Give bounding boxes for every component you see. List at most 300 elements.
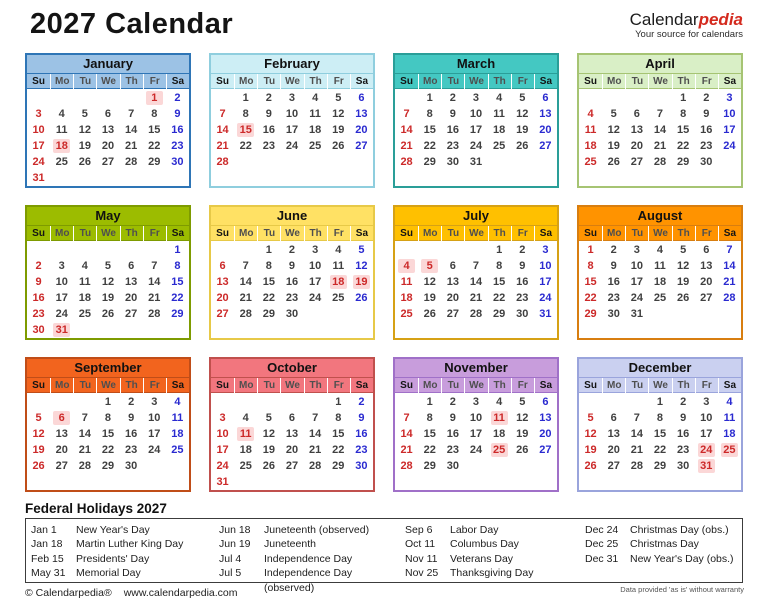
date-number: 6 (288, 412, 296, 425)
date-cell (327, 139, 350, 155)
date-number: 19 (332, 124, 345, 137)
date-cell (534, 107, 557, 123)
date-number: 29 (493, 308, 506, 321)
date-number: 3 (726, 92, 733, 104)
date-cell (96, 427, 119, 443)
date-number: 18 (400, 292, 413, 305)
date-cell (27, 243, 50, 259)
date-number: 14 (148, 276, 161, 289)
date-cell (695, 91, 718, 107)
dates-grid (395, 89, 557, 186)
date-number: 21 (469, 292, 483, 305)
date-number: 16 (355, 428, 368, 441)
holiday-date-label: Feb 15 (31, 552, 64, 565)
date-cell (695, 427, 718, 443)
date-cell (579, 139, 602, 155)
date-cell (464, 275, 487, 291)
date-number: 23 (700, 140, 713, 153)
date-cell (625, 155, 648, 171)
date-number: 10 (630, 260, 643, 273)
weekday-label: Su (32, 380, 45, 391)
date-number: 7 (151, 260, 158, 273)
date-cell (27, 411, 50, 427)
date-number: 3 (288, 92, 296, 104)
date-number: 21 (653, 140, 667, 153)
weekday-label: Su (216, 76, 229, 87)
weekday-label: Sa (534, 226, 557, 241)
date-number: 16 (125, 428, 138, 441)
date-cell (648, 243, 671, 259)
date-cell (625, 411, 648, 427)
date-cell (257, 123, 280, 139)
date-number: 17 (32, 140, 45, 153)
date-cell (579, 443, 602, 459)
date-cell (120, 139, 143, 155)
date-cell (280, 307, 303, 323)
date-cell (350, 395, 373, 411)
date-number: 22 (423, 140, 436, 153)
date-number: 4 (726, 396, 733, 408)
date-cell (464, 395, 487, 411)
date-number: 2 (680, 396, 687, 408)
date-number: 30 (700, 156, 713, 169)
date-cell (648, 443, 671, 459)
holiday-name-label: New Year's Day (obs.) (630, 552, 734, 565)
date-cell (211, 395, 234, 411)
month-title: February (211, 55, 373, 73)
date-cell (464, 91, 487, 107)
weekday-label: Tu (441, 74, 464, 89)
date-cell (648, 139, 671, 155)
date-cell (672, 443, 695, 459)
date-cell (234, 139, 257, 155)
date-number: 26 (101, 308, 115, 321)
date-cell (27, 91, 50, 107)
date-cell (280, 107, 303, 123)
date-number: 25 (493, 140, 506, 153)
date-cell (718, 459, 741, 475)
date-number: 24 (216, 460, 229, 473)
date-cell (350, 475, 373, 491)
date-cell (257, 155, 280, 171)
date-cell (304, 107, 327, 123)
date-cell (672, 155, 695, 171)
date-cell (488, 139, 511, 155)
date-number: 12 (78, 124, 91, 137)
date-cell (257, 243, 280, 259)
date-number: 23 (32, 308, 45, 321)
date-number: 26 (516, 140, 529, 153)
date-cell (257, 259, 280, 275)
date-number: 28 (469, 308, 483, 321)
date-number: 24 (469, 140, 483, 153)
holiday-name-label: Juneteenth (observed) (264, 524, 370, 536)
date-number: 2 (128, 396, 135, 408)
date-cell (395, 107, 418, 123)
date-cell (511, 275, 534, 291)
date-cell (257, 411, 280, 427)
month-february (209, 53, 375, 188)
date-number: 24 (469, 444, 483, 457)
date-number: 12 (355, 260, 368, 273)
holiday-name-label: Christmas Day (630, 538, 699, 551)
date-cell (418, 291, 441, 307)
date-cell (50, 243, 73, 259)
date-number: 30 (607, 308, 620, 321)
date-cell (648, 155, 671, 171)
date-number: 2 (519, 244, 526, 256)
date-cell (441, 307, 464, 323)
weekday-label: Fr (327, 226, 350, 241)
date-number: 5 (519, 92, 526, 104)
date-cell (120, 91, 143, 107)
date-number: 1 (426, 396, 433, 408)
date-cell (511, 411, 534, 427)
date-cell (395, 427, 418, 443)
date-cell (50, 427, 73, 443)
date-cell (257, 107, 280, 123)
date-number: 21 (148, 292, 161, 305)
date-number: 13 (700, 260, 713, 273)
date-cell (511, 123, 534, 139)
weekday-label: Mo (234, 378, 257, 393)
date-number: 3 (633, 244, 640, 256)
date-number: 5 (358, 244, 365, 256)
date-number: 17 (723, 124, 736, 137)
date-cell (327, 411, 350, 427)
date-number: 25 (78, 308, 91, 321)
date-number: 25 (653, 292, 667, 305)
date-number: 19 (516, 428, 529, 441)
date-cell (648, 107, 671, 123)
date-cell (166, 307, 189, 323)
date-cell (211, 427, 234, 443)
date-number: 18 (309, 124, 322, 137)
date-number: 28 (400, 460, 413, 473)
date-number: 10 (216, 428, 229, 441)
date-cell (327, 123, 350, 139)
date-cell (211, 155, 234, 171)
date-number: 21 (630, 444, 643, 457)
date-cell (120, 291, 143, 307)
date-cell (511, 459, 534, 475)
date-cell (73, 107, 96, 123)
date-number: 22 (584, 292, 597, 305)
date-number: 24 (285, 140, 299, 153)
date-number: 29 (423, 460, 436, 473)
date-number: 26 (355, 292, 368, 305)
date-number: 21 (723, 276, 736, 289)
date-cell (488, 243, 511, 259)
logo-text-black: Calendar (629, 10, 699, 29)
date-number: 9 (174, 108, 181, 121)
date-number: 25 (309, 140, 322, 153)
date-cell (511, 91, 534, 107)
holiday-name-label: Juneteenth (264, 538, 316, 551)
date-number: 12 (607, 124, 620, 137)
date-number: 29 (332, 460, 345, 473)
weekday-label: We (648, 226, 671, 241)
date-number: 4 (496, 396, 503, 408)
date-cell (96, 259, 119, 275)
date-cell (488, 259, 511, 275)
date-cell (418, 459, 441, 475)
date-cell (718, 123, 741, 139)
date-cell (695, 259, 718, 275)
date-cell (672, 427, 695, 443)
date-number: 4 (312, 92, 319, 104)
weekday-header-row (27, 73, 189, 89)
holiday-date-label: Jan 1 (31, 524, 57, 536)
weekday-header-row (579, 225, 741, 241)
date-cell (166, 107, 189, 123)
date-number: 23 (262, 140, 275, 153)
holiday-date-number: 5 (421, 259, 438, 273)
date-number: 3 (312, 244, 319, 256)
date-cell (327, 243, 350, 259)
weekday-label: Tu (625, 74, 648, 89)
date-cell (464, 307, 487, 323)
date-cell (488, 91, 511, 107)
date-cell (534, 395, 557, 411)
date-number: 11 (723, 412, 736, 425)
date-number: 2 (703, 92, 710, 104)
date-cell (602, 107, 625, 123)
holiday-entry (585, 552, 743, 566)
holiday-date-number: 6 (53, 411, 70, 425)
weekday-label: Th (304, 378, 327, 393)
date-cell (534, 291, 557, 307)
date-cell (441, 107, 464, 123)
date-cell (234, 259, 257, 275)
date-cell (441, 123, 464, 139)
date-cell (350, 243, 373, 259)
date-cell (395, 243, 418, 259)
date-cell (166, 171, 189, 187)
date-cell (534, 259, 557, 275)
holiday-name-label: New Year's Day (76, 524, 150, 536)
date-cell (718, 155, 741, 171)
weekday-header-row (27, 225, 189, 241)
date-number: 17 (469, 428, 483, 441)
weekday-header-row (27, 377, 189, 393)
weekday-label: Fr (695, 226, 718, 241)
date-number: 20 (700, 276, 713, 289)
date-cell (50, 171, 73, 187)
holiday-name-label: Independence Day (observed) (264, 567, 353, 594)
date-number: 18 (78, 292, 91, 305)
date-number: 9 (265, 108, 272, 121)
date-cell (50, 123, 73, 139)
date-cell (143, 91, 166, 107)
date-number: 4 (656, 244, 664, 256)
date-number: 4 (174, 396, 181, 408)
date-number: 7 (81, 412, 88, 425)
date-cell (395, 459, 418, 475)
weekday-label: Su (32, 228, 45, 239)
date-number: 13 (539, 108, 552, 121)
weekday-label: Th (304, 74, 327, 89)
date-cell (418, 443, 441, 459)
month-title: July (395, 207, 557, 225)
weekday-header-row (211, 377, 373, 393)
date-cell (602, 243, 625, 259)
date-number: 1 (174, 244, 181, 256)
weekday-header-row (579, 73, 741, 89)
date-cell (534, 91, 557, 107)
date-cell (695, 107, 718, 123)
date-cell (304, 139, 327, 155)
date-number: 24 (55, 308, 68, 321)
date-number: 15 (171, 276, 184, 289)
date-cell (511, 107, 534, 123)
holiday-column (219, 523, 405, 595)
weekday-label: Tu (257, 226, 280, 241)
weekday-label: Th (488, 74, 511, 89)
holiday-date-number: 11 (491, 411, 508, 425)
date-cell (166, 395, 189, 411)
date-number: 6 (542, 396, 549, 408)
date-number: 13 (607, 428, 620, 441)
date-cell (511, 155, 534, 171)
date-cell (488, 307, 511, 323)
date-cell (488, 291, 511, 307)
weekday-label: Mo (418, 378, 441, 393)
date-number: 18 (493, 428, 506, 441)
date-number: 2 (610, 244, 617, 256)
holiday-entry (31, 523, 219, 537)
date-number: 15 (148, 124, 161, 137)
date-cell (211, 443, 234, 459)
date-number: 8 (496, 260, 503, 273)
date-cell (488, 459, 511, 475)
date-cell (211, 291, 234, 307)
date-cell (579, 91, 602, 107)
holiday-entry (31, 566, 219, 580)
date-cell (257, 475, 280, 491)
weekday-label: Mo (234, 74, 257, 89)
dates-grid (27, 393, 189, 490)
date-number: 22 (423, 444, 436, 457)
date-number: 6 (358, 92, 365, 104)
date-cell (488, 123, 511, 139)
date-cell (211, 259, 234, 275)
date-cell (327, 307, 350, 323)
date-cell (120, 323, 143, 339)
date-cell (672, 275, 695, 291)
date-cell (73, 171, 96, 187)
date-number: 28 (309, 460, 322, 473)
footer-disclaimer: Data provided 'as is' without warranty (620, 585, 744, 594)
date-cell (304, 307, 327, 323)
weekday-label: Fr (327, 378, 350, 393)
date-number: 14 (630, 428, 643, 441)
weekday-label: Sa (166, 74, 189, 89)
date-number: 29 (423, 156, 436, 169)
date-cell (511, 427, 534, 443)
date-cell (579, 307, 602, 323)
date-number: 2 (265, 92, 272, 104)
date-cell (395, 259, 418, 275)
date-number: 25 (584, 156, 597, 169)
date-cell (625, 139, 648, 155)
date-number: 28 (630, 460, 643, 473)
date-cell (441, 459, 464, 475)
date-number: 17 (216, 444, 229, 457)
date-cell (211, 123, 234, 139)
date-cell (718, 307, 741, 323)
date-number: 26 (584, 460, 597, 473)
date-number: 13 (101, 124, 115, 137)
date-cell (488, 275, 511, 291)
weekday-label: Su (584, 228, 597, 239)
date-cell (418, 139, 441, 155)
date-cell (211, 307, 234, 323)
date-cell (73, 411, 96, 427)
date-number: 17 (469, 124, 483, 137)
date-cell (625, 459, 648, 475)
weekday-label: Mo (602, 378, 625, 393)
date-number: 5 (610, 108, 617, 121)
date-cell (50, 443, 73, 459)
date-cell (143, 291, 166, 307)
date-number: 20 (539, 124, 552, 137)
weekday-label: Th (304, 226, 327, 241)
date-number: 8 (426, 412, 433, 425)
date-number: 21 (216, 140, 229, 153)
weekday-label: Sa (534, 74, 557, 89)
date-cell (166, 155, 189, 171)
holiday-date-number: 25 (491, 443, 508, 457)
date-number: 27 (700, 292, 713, 305)
date-cell (143, 123, 166, 139)
date-number: 1 (587, 244, 594, 256)
date-cell (648, 291, 671, 307)
weekday-header-row (579, 377, 741, 393)
date-cell (280, 475, 303, 491)
date-number: 30 (446, 460, 459, 473)
date-cell (234, 459, 257, 475)
date-number: 6 (104, 108, 112, 121)
date-number: 5 (35, 412, 42, 425)
date-number: 14 (723, 260, 736, 273)
date-number: 9 (35, 276, 42, 289)
date-cell (280, 275, 303, 291)
date-cell (602, 395, 625, 411)
date-cell (234, 427, 257, 443)
holiday-entry (585, 523, 743, 537)
date-cell (96, 307, 119, 323)
date-number: 22 (677, 140, 690, 153)
date-number: 20 (446, 292, 459, 305)
weekday-label: Fr (511, 378, 534, 393)
date-number: 6 (128, 260, 135, 273)
copyright-text: © Calendarpedia® (25, 587, 112, 599)
date-number: 6 (219, 260, 226, 273)
holiday-date-number: 19 (353, 275, 370, 289)
holiday-name-label: Memorial Day (76, 567, 141, 580)
date-cell (441, 427, 464, 443)
date-cell (27, 291, 50, 307)
date-number: 12 (584, 428, 597, 441)
date-number: 22 (262, 292, 275, 305)
date-cell (695, 307, 718, 323)
date-number: 31 (32, 172, 45, 185)
date-number: 9 (680, 412, 687, 425)
date-number: 14 (400, 124, 413, 137)
date-cell (625, 123, 648, 139)
date-number: 10 (700, 412, 713, 425)
